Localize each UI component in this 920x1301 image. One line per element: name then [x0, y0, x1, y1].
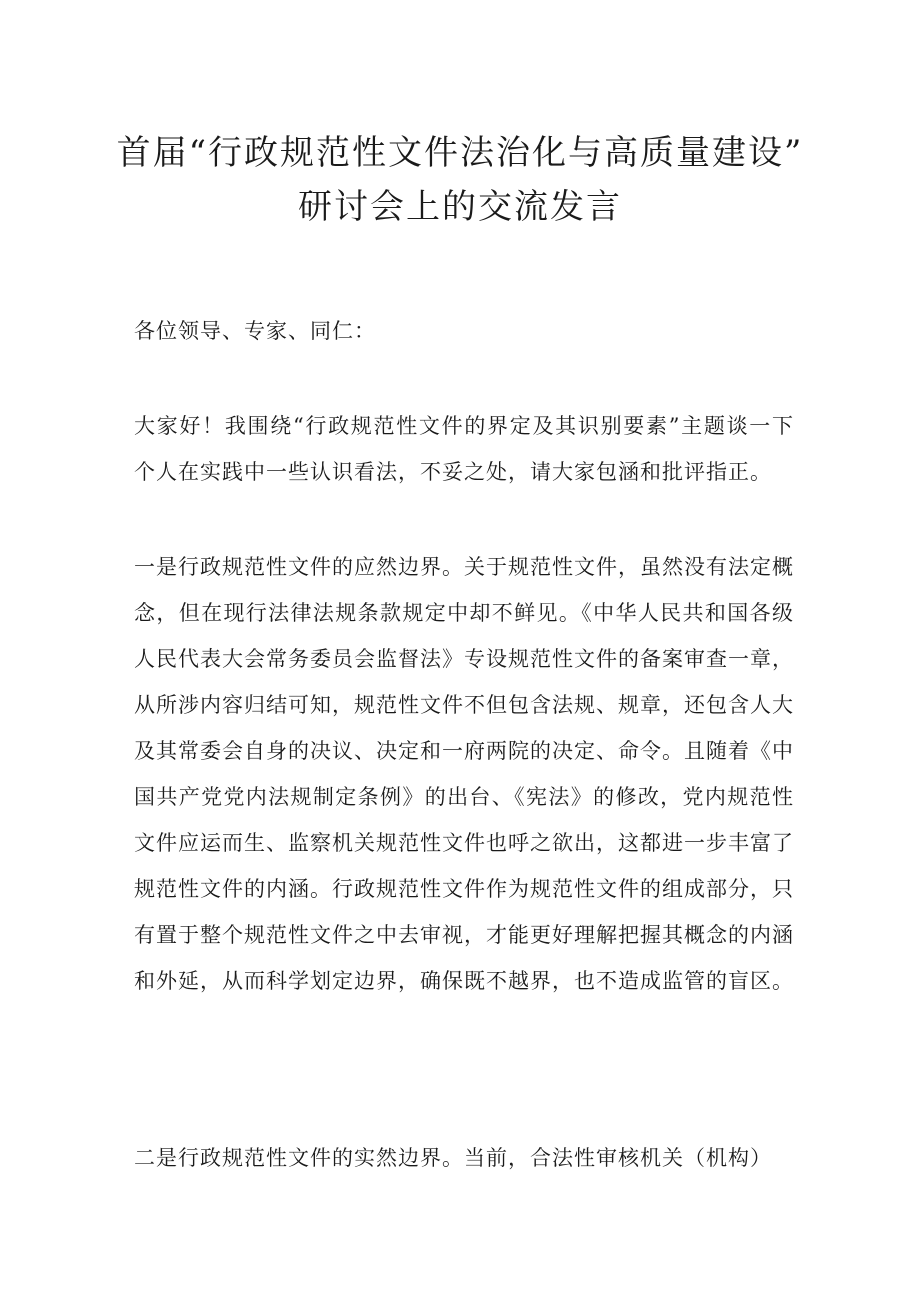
document-title-line-2: 研讨会上的交流发言 [298, 187, 622, 227]
paragraph-greeting: 各位领导、专家、同仁： [134, 319, 376, 343]
document-title-line-1: 首届“行政规范性文件法治化与高质量建设” [116, 133, 804, 173]
paragraph-intro: 大家好！我围绕“行政规范性文件的界定及其识别要素”主题谈一下个人在实践中一些认识看法，不妥之处，请大家包涵和批评指正。 [134, 414, 794, 484]
paragraph-point-one: 一是行政规范性文件的应然边界。关于规范性文件，虽然没有法定概念，但在现行法律法规条款规定中却不鲜见。《中华人民共和国各级人民代表大会常务委员会监督法》专设规范性文件的备案审查一章，从所涉内容归结可知，规范性文件不但包含法规、规章，还包含人大及其常委会自身的决议、决定和一府两院的决定、命令。且随着《中国共产党党内法规制定条例》的出台、《宪法》的修改，党内规范性文件应运而生、监察机关规范性文件也呼之欲出，这都进一步丰富了规范性文件的内涵。行政规范性文件作为规范性文件的组成部分，只有置于整个规范性文件之中去审视，才能更好理解把握其概念的内涵和外延，从而科学划定边界，确保既不越界，也不造成监管的盲区。 [134, 555, 794, 993]
paragraph-point-two: 二是行政规范性文件的实然边界。当前，合法性审核机关（机构） [134, 1146, 772, 1170]
